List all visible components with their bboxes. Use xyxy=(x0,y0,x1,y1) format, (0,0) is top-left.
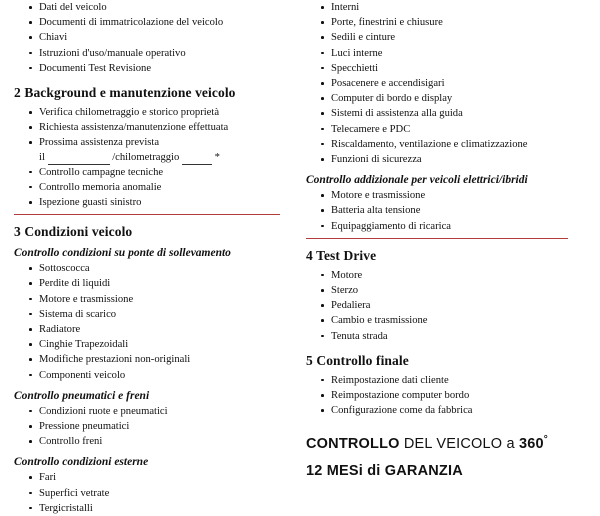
section-title: Condizioni veicolo xyxy=(24,224,133,240)
list-item: Controllo campagne tecniche xyxy=(28,165,284,180)
list-item: Radiatore xyxy=(28,322,284,337)
list-item: Riscaldamento, ventilazione e climatizzazione xyxy=(320,137,592,152)
list-item: Condizioni ruote e pneumatici xyxy=(28,404,284,419)
section-heading-2 xyxy=(14,85,284,101)
footer-months-number: 12 xyxy=(306,463,323,480)
list-item: Verifica chilometraggio e storico proprietà xyxy=(28,105,284,120)
list-item: Prossima assistenza prevista xyxy=(28,135,284,150)
right-top-list xyxy=(306,0,592,167)
section-number: 2 xyxy=(14,85,21,101)
exterior-list xyxy=(14,470,284,516)
list-item: Tergicristalli xyxy=(28,501,284,516)
list-item: Cambio e trasmissione xyxy=(320,313,592,328)
list-item: Motore e trasmissione xyxy=(320,188,592,203)
list-item: Istruzioni d'uso/manuale operativo xyxy=(28,46,284,61)
section-title: Test Drive xyxy=(316,247,377,263)
list-item: Pedaliera xyxy=(320,298,592,313)
list-item: Documenti Test Revisione xyxy=(28,61,284,76)
left-column xyxy=(0,0,292,514)
divider xyxy=(306,238,568,239)
list-item: Sistemi di assistenza alla guida xyxy=(320,106,592,121)
list-item: Controllo memoria anomalie xyxy=(28,180,284,195)
list-item: Richiesta assistenza/manutenzione effettuata xyxy=(28,120,284,135)
footer-del-veicolo: DEL VEICOLO a xyxy=(399,436,519,453)
list-item: Ispezione guasti sinistro xyxy=(28,195,284,210)
note-middle: /chilometraggio xyxy=(112,151,180,163)
section-number: 5 xyxy=(306,352,313,368)
list-item: Porte, finestrini e chiusure xyxy=(320,15,592,30)
section-2-list-a xyxy=(14,105,284,151)
list-item: Cinghie Trapezoidali xyxy=(28,337,284,352)
footer-warranty-text: MESi di GARANZIA xyxy=(322,463,463,480)
section-title: Background e manutenzione veicolo xyxy=(24,85,236,101)
footer-degree-symbol: ° xyxy=(543,434,548,446)
subsection-ev-hybrid: Controllo addizionale per veicoli elettrici/ibridi xyxy=(306,174,528,187)
section-heading-4 xyxy=(306,248,592,264)
list-item: Dati del veicolo xyxy=(28,0,284,15)
list-item: Configurazione come da fabbrica xyxy=(320,403,592,418)
list-item: Controllo freni xyxy=(28,434,284,449)
right-column xyxy=(292,0,600,480)
list-item: Motore xyxy=(320,268,592,283)
list-item: Reimpostazione computer bordo xyxy=(320,388,592,403)
footer-controllo: CONTROLLO xyxy=(306,436,400,453)
section-number: 4 xyxy=(306,247,313,263)
list-item: Sterzo xyxy=(320,283,592,298)
list-item: Sistema di scarico xyxy=(28,307,284,322)
list-item: Tenuta strada xyxy=(320,329,592,344)
left-top-list xyxy=(14,0,284,76)
section-heading-3 xyxy=(14,224,284,240)
note-suffix-asterisk: * xyxy=(214,151,220,163)
list-item: Pressione pneumatici xyxy=(28,419,284,434)
list-item: Funzioni di sicurezza xyxy=(320,152,592,167)
footer-line-warranty xyxy=(306,463,592,479)
section-heading-5 xyxy=(306,353,592,369)
list-item: Documenti di immatricolazione del veicolo xyxy=(28,15,284,30)
list-item: Modifiche prestazioni non-originali xyxy=(28,352,284,367)
list-item: Specchietti xyxy=(320,61,592,76)
lift-check-list xyxy=(14,261,284,383)
note-prefix: il xyxy=(39,151,45,163)
divider xyxy=(14,214,280,215)
list-item: Reimpostazione dati cliente xyxy=(320,373,592,388)
test-drive-list xyxy=(306,268,592,344)
list-item: Chiavi xyxy=(28,30,284,45)
next-service-fill-line xyxy=(14,151,284,165)
list-item: Fari xyxy=(28,470,284,485)
list-item: Superfici vetrate xyxy=(28,486,284,501)
mileage-blank-field[interactable] xyxy=(182,155,212,165)
list-item: Luci interne xyxy=(320,46,592,61)
subsection-exterior: Controllo condizioni esterne xyxy=(14,456,149,469)
section-title: Controllo finale xyxy=(316,352,409,368)
list-item: Componenti veicolo xyxy=(28,368,284,383)
ev-hybrid-list xyxy=(306,188,592,234)
section-2-list-b xyxy=(14,165,284,211)
list-item: Sottoscocca xyxy=(28,261,284,276)
list-item: Perdite di liquidi xyxy=(28,276,284,291)
final-check-list xyxy=(306,373,592,419)
list-item: Computer di bordo e display xyxy=(320,91,592,106)
list-item: Equipaggiamento di ricarica xyxy=(320,219,592,234)
list-item: Batteria alta tensione xyxy=(320,203,592,218)
footer-line-360 xyxy=(306,434,592,452)
date-blank-field[interactable] xyxy=(48,155,110,165)
list-item: Sedili e cinture xyxy=(320,30,592,45)
list-item: Interni xyxy=(320,0,592,15)
footer-360: 360 xyxy=(518,436,544,453)
tyres-brakes-list xyxy=(14,404,284,450)
subsection-lift-check: Controllo condizioni su ponte di sollevamento xyxy=(14,247,231,260)
list-item: Telecamere e PDC xyxy=(320,122,592,137)
subsection-tyres-brakes: Controllo pneumatici e freni xyxy=(14,389,150,402)
list-item: Motore e trasmissione xyxy=(28,292,284,307)
section-number: 3 xyxy=(14,224,21,240)
list-item: Posacenere e accendisigari xyxy=(320,76,592,91)
